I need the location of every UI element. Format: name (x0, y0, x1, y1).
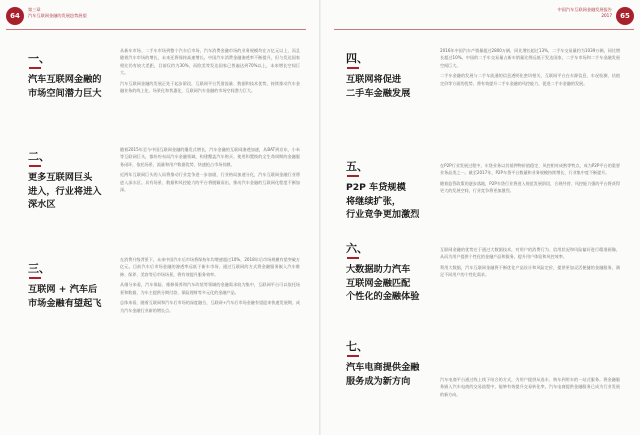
section-title-line: 互联网将促进 (346, 74, 402, 85)
section-number: 七、 (346, 340, 368, 353)
section-body-1 (120, 47, 300, 145)
section-title-line: 将继续扩张， (346, 195, 402, 207)
section-number: 一、 (28, 52, 50, 65)
right-header-line-2: 2017 (601, 13, 612, 18)
section-heading-4 (346, 52, 410, 100)
section-title-line: 市场空间潜力巨大 (28, 87, 102, 99)
left-page-number: 64 (10, 12, 20, 20)
section-heading-6 (346, 242, 420, 304)
section-number: 五、 (346, 160, 368, 173)
section-title-line: 汽车互联网金融的 (28, 74, 102, 85)
section-heading-5 (346, 160, 420, 222)
section-heading-1 (28, 52, 102, 100)
section-title-line: P2P 车贷规模 (346, 182, 406, 193)
paragraph: 2016年中国汽车产销量超过2800万辆，同比增长超过13%，二手车交易量约为1039万辆，同比增长超过10%。中国的二手车交易量占新车销量比例远低于发达国家，二手车市场和二手车金融发展空间巨大。 (440, 48, 620, 68)
section-body-6 (440, 246, 620, 336)
paragraph: 随着监管政策的逐步落地，P2P车贷行业将进入规范发展阶段，合规经营、风控能力强的平台将获得更大的发展空间，行业竞争将更加激烈。 (440, 181, 620, 194)
left-running-header (28, 7, 87, 19)
paragraph: 从新车市场、二手车市场到整个汽车后市场，汽车消费金融市场的业务规模均在万亿元以上，而且随着汽车市场的增长，未来还将保持高速增长。中国汽车消费金融渗透率不断提升，但与发达国家相比仍有较大差距，目前仅约为30%，而欧美等发达国家已普遍达到70%以上，未来增长空间巨大。 (120, 48, 300, 75)
section-body-2 (120, 146, 300, 250)
section-body-7 (440, 376, 620, 428)
section-heading-2 (28, 150, 102, 212)
section-title-line: 大数据助力汽车 (346, 264, 411, 275)
left-header-rule (6, 29, 306, 30)
section-accent-bar (347, 257, 359, 259)
section-heading-3 (28, 262, 102, 310)
paragraph: 在P2P行业发展过程中，车贷业务以其抵押物价值稳定、风控相对成熟等特点，成为P2P平台的重要业务品类之一。截至2017年，P2P车贷平台数量和业务规模持续增长，行业集中度不断提升。 (440, 163, 620, 176)
section-number: 六、 (346, 242, 368, 255)
section-title-line: 市场金融有望起飞 (28, 297, 102, 309)
left-page-number-badge (6, 7, 24, 25)
section-heading-7 (346, 340, 420, 388)
paragraph: 汽车互联网金融的发展正处于起步阶段，互联网平台凭借流量、数据和技术优势，持续推动汽车金融业务的线上化、场景化和普惠化，互联网汽车金融的市场空间潜力巨大。 (120, 80, 300, 93)
right-page-number-badge (616, 7, 634, 25)
section-number: 四、 (346, 52, 368, 65)
paragraph: 总体来看，随着互联网和汽车后市场的深度融合，互联网+汽车后市场金融有望迎来快速发展期，成为汽车金融行业新的增长点。 (120, 300, 300, 313)
section-title-line: 互联网 + 汽车后 (28, 284, 98, 295)
section-body-3 (120, 256, 300, 426)
section-accent-bar (29, 165, 41, 167)
section-title-line: 服务成为新方向 (346, 375, 411, 387)
paragraph: 在消费升级背景下，未来中国汽车后市场将保持年均增速超过10%，2018年后市场规模有望突破万亿元。目前汽车后市场金融的渗透率远低于新车市场，通过互联网的方式将金融服务嵌入汽车维修、保养、美容等后市场场景，将有效提升服务效率。 (120, 257, 300, 277)
section-title-line: 行业竞争更加激烈 (346, 209, 420, 220)
section-title-line: 个性化的金融体验 (346, 291, 420, 302)
paragraph: 二手车金融的发展与二手车流通的信息透明化密切相关，互联网平台在车源信息、车况检测、估值定价等方面的优势，将有效提升二手车金融的风控能力，促进二手车金融的发展。 (440, 73, 620, 86)
section-accent-bar (347, 67, 359, 69)
section-title-line: 互联网金融匹配 (346, 277, 411, 289)
section-title-line: 二手车金融发展 (346, 87, 411, 99)
section-body-4 (440, 47, 620, 157)
paragraph: 近两年互联网巨头的入局将推动行业竞争进一步加剧，行业格局加速分化，汽车互联网金融行业将进入深水区。具有场景、数据和风控能力的平台将脱颖而出，推动汽车金融的互联网化程度不断加深。 (120, 172, 300, 192)
right-header-rule (334, 29, 634, 30)
section-title-line: 汽车电商提供金融 (346, 362, 420, 373)
section-title-line: 更多互联网巨头 (28, 172, 93, 183)
left-header-line-2: 汽车互联网金融的发展趋势展望 (28, 13, 87, 18)
section-body-5 (440, 162, 620, 240)
paragraph: 利用大数据，汽车互联网金融将不断优化产品设计和风险定价，提供更加灵活便捷的金融服务，满足不同用户的个性化需求。 (440, 265, 620, 278)
section-accent-bar (347, 175, 359, 177)
right-page-number: 65 (620, 12, 630, 20)
paragraph: 从细分来看，汽车保险、维修保养和汽车改装等领域的金融需求较为集中，互联网平台可以依托场景和数据，为车主提供分期付款、保险理财等多元化的金融产品。 (120, 282, 300, 295)
section-title-line: 深水区 (28, 199, 56, 210)
section-number: 三、 (28, 262, 50, 275)
section-number: 二、 (28, 150, 50, 163)
section-accent-bar (29, 277, 41, 279)
section-accent-bar (29, 67, 41, 69)
right-header-line-1: 中国汽车互联网金融发展报告 (557, 7, 612, 12)
left-header-line-1: 第三章 (28, 7, 41, 12)
right-running-header (558, 7, 612, 19)
page-gutter (319, 0, 321, 435)
section-accent-bar (347, 355, 359, 357)
paragraph: 随着2015年至今中国互联网金融的爆发式增长，汽车金融的互联网渗透加速，从BAT到京东、小米等互联网巨头，都纷纷布局汽车金融领域，构建覆盖汽车购买、使用和置换的全生命周期的金融服务闭环，依托场景、流量和用户数据优势，快速抢占市场份额。 (120, 147, 300, 167)
paragraph: 汽车电商平台通过线上线下结合的方式，为用户提供从选车、购车到用车的一站式服务。将金融服务嵌入汽车电商的交易流程中，能够有效提升交易转化率，汽车电商提供金融服务已成为行业发展的新方向。 (440, 377, 620, 397)
section-title-line: 进入，行业将进入 (28, 185, 102, 197)
paragraph: 互联网金融的优势在于通过大数据技术，对用户的消费行为、信用状况和风险偏好进行精准画像，从而为用户提供个性化的金融产品和服务，提升用户体验和风控效率。 (440, 247, 620, 260)
